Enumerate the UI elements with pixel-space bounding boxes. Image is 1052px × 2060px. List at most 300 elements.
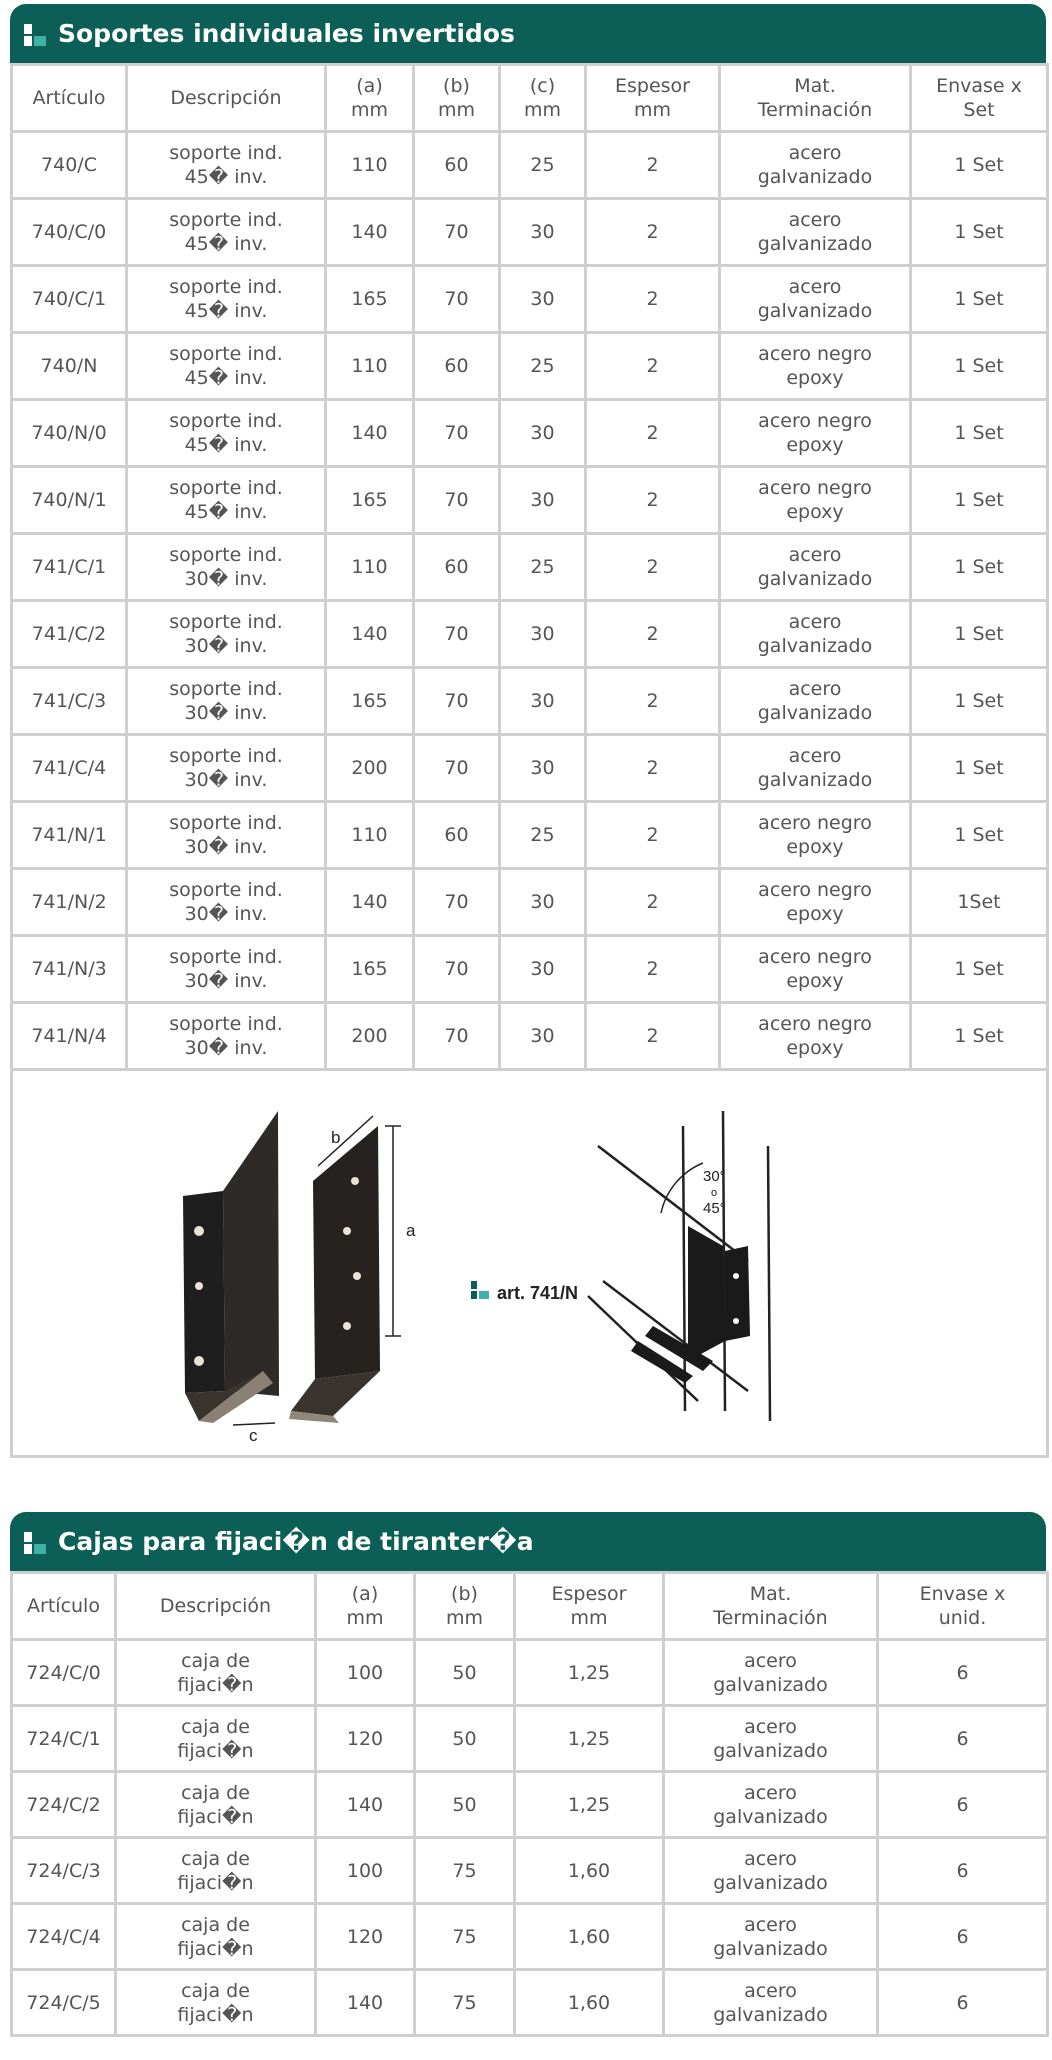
- cell-b-text: 75: [452, 1991, 477, 2014]
- cell-articulo-text: 740/C/1: [31, 288, 107, 310]
- cell-descripcion: [116, 1706, 316, 1772]
- cell-material: [720, 333, 911, 400]
- section-title: Cajas para fijaci�n de tiranter�a: [58, 1527, 534, 1556]
- cell-a: [326, 199, 414, 266]
- column-header-text: (b): [451, 1583, 478, 1605]
- table-row: [12, 1838, 1048, 1904]
- cell-envase-text: 1 Set: [954, 690, 1004, 712]
- cell-descripcion-text: 30� inv.: [184, 769, 268, 791]
- column-header-text: Set: [963, 99, 995, 121]
- cell-c-text: 25: [530, 355, 555, 377]
- cell-descripcion-text: soporte ind.: [169, 946, 283, 968]
- cell-material: [664, 1838, 878, 1904]
- cell-descripcion: [116, 1640, 316, 1706]
- column-header: [878, 1573, 1048, 1640]
- cell-a-text: 120: [346, 1925, 384, 1948]
- cell-envase-text: 1 Set: [954, 1025, 1004, 1047]
- table-row: [12, 1970, 1048, 2036]
- cell-material: [720, 132, 911, 199]
- dim-label-a: a: [406, 1221, 416, 1240]
- cell-articulo-text: 741/C/3: [31, 690, 107, 712]
- cell-descripcion-text: caja de: [181, 1715, 250, 1738]
- cell-descripcion-text: soporte ind.: [169, 678, 283, 700]
- cell-a-text: 140: [351, 891, 388, 913]
- cell-articulo: [12, 534, 127, 601]
- cell-articulo: [12, 1003, 127, 1070]
- column-header: [12, 1573, 116, 1640]
- cell-espesor-text: 1,60: [567, 1859, 611, 1882]
- cell-descripcion-text: soporte ind.: [169, 477, 283, 499]
- cell-descripcion-text: 45� inv.: [184, 300, 268, 322]
- cell-b-text: 60: [444, 556, 469, 578]
- cell-material: [720, 802, 911, 869]
- cell-material: [720, 467, 911, 534]
- cell-b-text: 70: [444, 757, 469, 779]
- cell-envase-text: 1 Set: [954, 958, 1004, 980]
- cell-descripcion-text: 30� inv.: [184, 702, 268, 724]
- cell-b: [415, 1706, 515, 1772]
- cell-a: [326, 735, 414, 802]
- cell-articulo-text: 740/C/0: [31, 221, 107, 243]
- cell-articulo: [12, 1772, 116, 1838]
- column-header-text: Artículo: [32, 87, 106, 109]
- cell-espesor: [586, 735, 720, 802]
- cell-c: [500, 132, 586, 199]
- cell-material-text: epoxy: [786, 836, 844, 858]
- product-figure-cell: [12, 1070, 1048, 1457]
- cell-b: [414, 400, 500, 467]
- cell-descripcion: [127, 668, 326, 735]
- cell-material-text: epoxy: [786, 903, 844, 925]
- cell-descripcion-text: fijaci�n: [177, 1937, 254, 1960]
- cell-envase: [911, 400, 1048, 467]
- cell-material-text: acero: [788, 611, 842, 633]
- cell-material-text: acero: [744, 1649, 797, 1672]
- cell-espesor: [586, 936, 720, 1003]
- cell-b: [414, 333, 500, 400]
- table-row: [12, 266, 1048, 333]
- dim-label-b: b: [331, 1128, 341, 1147]
- cell-material: [720, 601, 911, 668]
- column-header-text: Envase x: [936, 75, 1022, 97]
- cell-descripcion: [127, 132, 326, 199]
- cell-c: [500, 534, 586, 601]
- cell-c: [500, 802, 586, 869]
- cell-c-text: 30: [530, 690, 555, 712]
- cell-espesor-text: 1,25: [567, 1793, 611, 1816]
- cell-articulo: [12, 1970, 116, 2036]
- cell-espesor-text: 2: [646, 958, 659, 980]
- cell-espesor: [586, 534, 720, 601]
- cell-c-text: 30: [530, 757, 555, 779]
- cell-b: [414, 802, 500, 869]
- cell-material: [664, 1640, 878, 1706]
- cell-material-text: acero negro: [758, 1013, 872, 1035]
- cell-espesor: [515, 1706, 664, 1772]
- cell-envase: [911, 266, 1048, 333]
- cell-a-text: 165: [351, 958, 388, 980]
- cell-b-text: 70: [444, 690, 469, 712]
- cell-c: [500, 400, 586, 467]
- cell-descripcion-text: 30� inv.: [184, 635, 268, 657]
- cell-descripcion: [127, 400, 326, 467]
- cell-descripcion-text: soporte ind.: [169, 343, 283, 365]
- cell-articulo: [12, 1706, 116, 1772]
- cell-b-text: 70: [444, 958, 469, 980]
- cell-material: [664, 1970, 878, 2036]
- cell-descripcion-text: soporte ind.: [169, 276, 283, 298]
- column-header-text: Descripción: [170, 87, 282, 109]
- table-row: [12, 601, 1048, 668]
- cell-material-text: acero negro: [758, 946, 872, 968]
- cell-articulo-text: 741/N/4: [31, 1025, 107, 1047]
- cell-descripcion: [127, 534, 326, 601]
- cell-descripcion-text: soporte ind.: [169, 1013, 283, 1035]
- cell-material-text: galvanizado: [713, 1673, 828, 1696]
- cell-articulo-text: 741/C/2: [31, 623, 107, 645]
- cell-espesor-text: 2: [646, 154, 659, 176]
- column-header-text: (c): [529, 75, 556, 97]
- cell-descripcion: [127, 467, 326, 534]
- table-row: [12, 1706, 1048, 1772]
- table-row: [12, 802, 1048, 869]
- cell-espesor-text: 2: [646, 623, 659, 645]
- cell-descripcion-text: caja de: [181, 1781, 250, 1804]
- column-header-text: mm: [633, 99, 672, 121]
- cell-a: [316, 1706, 415, 1772]
- cell-material: [720, 400, 911, 467]
- cell-articulo-text: 724/C/0: [26, 1661, 101, 1684]
- table-row: [12, 1640, 1048, 1706]
- cell-envase-text: 6: [956, 1661, 969, 1684]
- cell-descripcion-text: 45� inv.: [184, 501, 268, 523]
- cell-articulo-text: 740/N/1: [31, 489, 107, 511]
- cell-material-text: acero negro: [758, 812, 872, 834]
- cell-b-text: 60: [444, 154, 469, 176]
- cell-descripcion-text: caja de: [181, 1979, 250, 2002]
- cell-material: [664, 1706, 878, 1772]
- column-header: [12, 65, 127, 132]
- cell-espesor: [515, 1970, 664, 2036]
- cell-envase-text: 6: [956, 1793, 969, 1816]
- cell-material-text: acero negro: [758, 879, 872, 901]
- bullet-icon: [24, 1532, 50, 1558]
- cell-a-text: 110: [351, 154, 388, 176]
- cell-espesor: [586, 601, 720, 668]
- cell-b: [415, 1772, 515, 1838]
- bullet-icon: [24, 24, 50, 50]
- cell-b: [415, 1970, 515, 2036]
- cell-espesor: [586, 266, 720, 333]
- cell-b-text: 50: [452, 1661, 477, 1684]
- cell-c-text: 25: [530, 154, 555, 176]
- cell-b: [414, 534, 500, 601]
- bracket-photo-left: [183, 1111, 279, 1423]
- cell-envase: [911, 802, 1048, 869]
- cell-b-text: 70: [444, 1025, 469, 1047]
- cell-material-text: epoxy: [786, 970, 844, 992]
- table-row: [12, 1904, 1048, 1970]
- table-row: [12, 467, 1048, 534]
- cell-b: [414, 601, 500, 668]
- cell-material-text: acero negro: [758, 343, 872, 365]
- table-row: [12, 668, 1048, 735]
- cell-material-text: acero: [788, 209, 842, 231]
- cell-material-text: epoxy: [786, 501, 844, 523]
- section-header: [10, 4, 1046, 63]
- cell-material: [720, 199, 911, 266]
- cell-a-text: 110: [351, 355, 388, 377]
- cell-b: [414, 132, 500, 199]
- cell-descripcion-text: soporte ind.: [169, 611, 283, 633]
- cell-descripcion: [127, 869, 326, 936]
- cell-descripcion-text: 30� inv.: [184, 970, 268, 992]
- cell-descripcion: [116, 1904, 316, 1970]
- cell-b-text: 70: [444, 489, 469, 511]
- cell-material-text: epoxy: [786, 1037, 844, 1059]
- table-row: [12, 1772, 1048, 1838]
- cell-envase: [911, 668, 1048, 735]
- table-row: [12, 1003, 1048, 1070]
- cell-espesor: [586, 199, 720, 266]
- cell-espesor-text: 2: [646, 891, 659, 913]
- cell-envase: [878, 1640, 1048, 1706]
- cell-descripcion: [127, 333, 326, 400]
- column-header: [326, 65, 414, 132]
- cell-a: [326, 333, 414, 400]
- column-header: [116, 1573, 316, 1640]
- column-header: [720, 65, 911, 132]
- cell-envase: [878, 1838, 1048, 1904]
- cell-b: [415, 1640, 515, 1706]
- table-row: [12, 735, 1048, 802]
- cell-articulo-text: 724/C/3: [26, 1859, 101, 1882]
- cell-c-text: 30: [530, 221, 555, 243]
- cell-envase-text: 1 Set: [954, 489, 1004, 511]
- cell-descripcion-text: 30� inv.: [184, 1037, 268, 1059]
- cell-envase: [878, 1904, 1048, 1970]
- cell-material-text: galvanizado: [713, 2003, 828, 2026]
- cell-espesor: [515, 1838, 664, 1904]
- column-header-text: mm: [350, 99, 389, 121]
- cell-material-text: galvanizado: [757, 635, 873, 657]
- cell-descripcion-text: fijaci�n: [177, 1739, 254, 1762]
- cell-material-text: galvanizado: [757, 769, 873, 791]
- cell-c-text: 25: [530, 556, 555, 578]
- cell-material: [720, 534, 911, 601]
- cell-material-text: galvanizado: [713, 1805, 828, 1828]
- cell-envase: [911, 534, 1048, 601]
- cell-material-text: epoxy: [786, 367, 844, 389]
- cell-espesor-text: 2: [646, 288, 659, 310]
- cell-descripcion-text: 30� inv.: [184, 568, 268, 590]
- cell-descripcion: [116, 1772, 316, 1838]
- cell-envase: [911, 936, 1048, 1003]
- cell-descripcion-text: fijaci�n: [177, 2003, 254, 2026]
- column-header-text: mm: [523, 99, 562, 121]
- cell-b: [414, 266, 500, 333]
- cell-b: [414, 869, 500, 936]
- cell-material-text: galvanizado: [713, 1739, 828, 1762]
- cell-articulo: [12, 869, 127, 936]
- cell-espesor-text: 2: [646, 757, 659, 779]
- cell-a: [326, 668, 414, 735]
- cell-descripcion: [116, 1838, 316, 1904]
- cell-descripcion-text: 45� inv.: [184, 166, 268, 188]
- cell-a-text: 110: [351, 824, 388, 846]
- cell-articulo: [12, 333, 127, 400]
- cell-material: [720, 1003, 911, 1070]
- cell-c-text: 30: [530, 422, 555, 444]
- column-header-text: mm: [437, 99, 476, 121]
- cell-a: [316, 1970, 415, 2036]
- cell-material: [664, 1904, 878, 1970]
- cell-a-text: 165: [351, 288, 388, 310]
- column-header-text: Espesor: [615, 75, 690, 97]
- section-cajas: [10, 1512, 1046, 2037]
- angle-label-45: 45°: [703, 1200, 726, 1217]
- cell-b: [415, 1904, 515, 1970]
- cell-articulo-text: 741/N/1: [31, 824, 107, 846]
- cell-espesor: [515, 1904, 664, 1970]
- cell-articulo: [12, 199, 127, 266]
- cell-material-text: acero negro: [758, 410, 872, 432]
- cell-b-text: 50: [452, 1727, 477, 1750]
- angle-label-or: o: [711, 1187, 718, 1199]
- column-header-text: mm: [570, 1607, 608, 1629]
- cell-a: [326, 869, 414, 936]
- column-header-text: (a): [356, 75, 383, 97]
- cell-espesor-text: 1,60: [567, 1991, 611, 2014]
- cell-a-text: 140: [346, 1793, 384, 1816]
- cell-descripcion-text: 45� inv.: [184, 367, 268, 389]
- cell-c-text: 30: [530, 489, 555, 511]
- column-header: [515, 1573, 664, 1640]
- cell-articulo: [12, 936, 127, 1003]
- cell-descripcion-text: 30� inv.: [184, 836, 268, 858]
- cell-b: [414, 936, 500, 1003]
- cell-material-text: acero: [788, 544, 842, 566]
- cell-b-text: 50: [452, 1793, 477, 1816]
- angle-label-30: 30°: [703, 1168, 726, 1185]
- cell-material-text: galvanizado: [757, 300, 873, 322]
- cell-espesor: [515, 1772, 664, 1838]
- cell-envase-text: 1 Set: [954, 824, 1004, 846]
- cell-c-text: 30: [530, 288, 555, 310]
- cell-b-text: 70: [444, 623, 469, 645]
- cajas-table: [10, 1571, 1049, 2037]
- cell-a: [326, 534, 414, 601]
- cell-material: [720, 869, 911, 936]
- column-header: [414, 65, 500, 132]
- cell-envase: [911, 467, 1048, 534]
- cell-espesor-text: 1,25: [567, 1727, 611, 1750]
- cell-c: [500, 936, 586, 1003]
- cell-descripcion: [127, 266, 326, 333]
- product-diagram: [13, 1071, 1039, 1455]
- column-header-text: Terminación: [713, 1607, 828, 1629]
- cell-material-text: acero: [744, 1847, 797, 1870]
- cell-articulo: [12, 1640, 116, 1706]
- cell-envase: [911, 199, 1048, 266]
- cell-descripcion-text: fijaci�n: [177, 1673, 254, 1696]
- cell-a-text: 165: [351, 690, 388, 712]
- cell-envase-text: 1 Set: [954, 221, 1004, 243]
- cell-material-text: acero: [788, 142, 842, 164]
- cell-descripcion-text: caja de: [181, 1649, 250, 1672]
- cell-espesor-text: 2: [646, 422, 659, 444]
- cell-material-text: acero: [788, 678, 842, 700]
- column-header-text: Mat.: [794, 75, 836, 97]
- cell-c: [500, 199, 586, 266]
- cell-a-text: 140: [351, 623, 388, 645]
- cell-material: [720, 735, 911, 802]
- cell-envase: [911, 132, 1048, 199]
- column-header: [316, 1573, 415, 1640]
- cell-envase-text: 6: [956, 1925, 969, 1948]
- cell-material-text: acero: [744, 1715, 797, 1738]
- cell-descripcion-text: 30� inv.: [184, 903, 268, 925]
- cell-descripcion-text: 45� inv.: [184, 434, 268, 456]
- cell-c-text: 30: [530, 958, 555, 980]
- cell-a-text: 110: [351, 556, 388, 578]
- cell-a: [326, 467, 414, 534]
- cell-envase-text: 1 Set: [954, 288, 1004, 310]
- cell-articulo: [12, 1838, 116, 1904]
- cell-envase-text: 6: [956, 1991, 969, 2014]
- cell-descripcion: [127, 802, 326, 869]
- cell-envase-text: 1 Set: [954, 355, 1004, 377]
- cell-articulo: [12, 668, 127, 735]
- cell-c: [500, 467, 586, 534]
- cell-b-text: 60: [444, 355, 469, 377]
- cell-descripcion-text: soporte ind.: [169, 745, 283, 767]
- section-title: Soportes individuales invertidos: [58, 19, 515, 48]
- cell-espesor-text: 2: [646, 489, 659, 511]
- cell-a-text: 140: [351, 221, 388, 243]
- cell-envase: [911, 601, 1048, 668]
- cell-material: [720, 936, 911, 1003]
- cell-descripcion-text: caja de: [181, 1847, 250, 1870]
- cell-b: [414, 199, 500, 266]
- cell-descripcion-text: soporte ind.: [169, 209, 283, 231]
- cell-envase-text: 6: [956, 1859, 969, 1882]
- cell-articulo: [12, 735, 127, 802]
- cell-a: [316, 1772, 415, 1838]
- column-header-text: Espesor: [551, 1583, 627, 1605]
- cell-a-text: 120: [346, 1727, 384, 1750]
- soportes-table: [10, 63, 1049, 1458]
- cell-descripcion: [127, 1003, 326, 1070]
- cell-a: [316, 1904, 415, 1970]
- section-header: [10, 1512, 1046, 1571]
- cell-articulo: [12, 802, 127, 869]
- cell-a: [326, 936, 414, 1003]
- cell-espesor: [586, 132, 720, 199]
- cell-material-text: acero negro: [758, 477, 872, 499]
- cell-descripcion-text: soporte ind.: [169, 879, 283, 901]
- cell-descripcion: [127, 936, 326, 1003]
- cell-articulo-text: 741/N/2: [31, 891, 107, 913]
- cell-material-text: acero: [744, 1979, 797, 2002]
- cell-articulo-text: 724/C/4: [26, 1925, 101, 1948]
- cell-descripcion-text: soporte ind.: [169, 410, 283, 432]
- cell-descripcion: [127, 601, 326, 668]
- cell-articulo-text: 724/C/5: [26, 1991, 101, 2014]
- cell-descripcion-text: 45� inv.: [184, 233, 268, 255]
- cell-articulo-text: 741/C/4: [31, 757, 107, 779]
- cell-descripcion-text: soporte ind.: [169, 142, 283, 164]
